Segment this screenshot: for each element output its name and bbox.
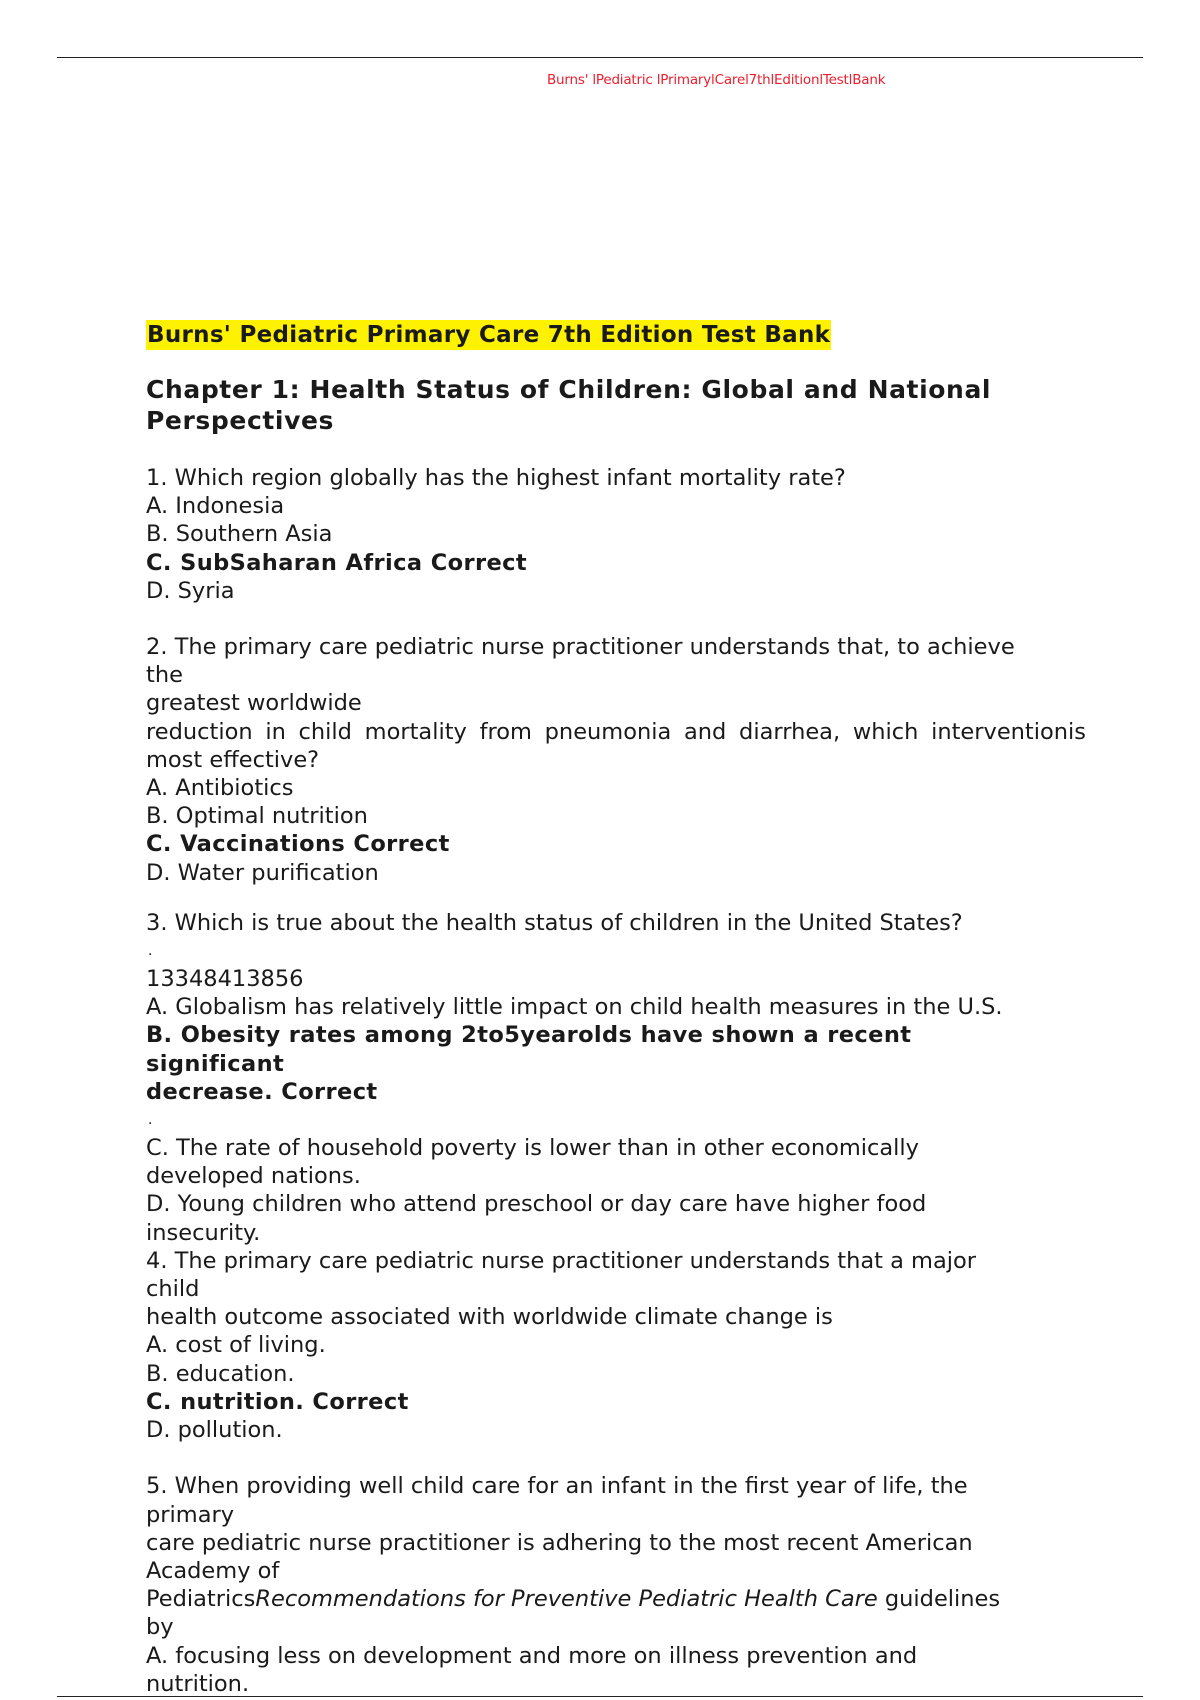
question-stem: Academy of <box>146 1557 280 1584</box>
answer-option: B. Optimal nutrition <box>146 803 368 830</box>
answer-option: A. Antibiotics <box>146 775 294 802</box>
correct-answer-option: C. SubSaharan Africa Correct <box>146 549 528 576</box>
question-stem <box>146 1585 1086 1613</box>
question-2 <box>146 633 1086 887</box>
chapter-heading <box>146 374 1086 436</box>
stray-dot: . <box>148 943 153 960</box>
question-3 <box>146 909 1086 1247</box>
answer-option: A. Globalism has relatively little impact on child health measures in the U.S. <box>146 994 1003 1021</box>
stem-text: Pediatrics <box>146 1586 256 1613</box>
question-stem: greatest worldwide <box>146 690 362 717</box>
question-stem: health outcome associated with worldwide climate change is <box>146 1304 833 1331</box>
question-stem: 3. Which is true about the health status of children in the United States? <box>146 909 963 936</box>
correct-answer-option: significant <box>146 1050 285 1077</box>
correct-answer-option: C. Vaccinations Correct <box>146 831 450 858</box>
top-rule <box>57 57 1143 58</box>
question-stem: by <box>146 1614 174 1641</box>
question-stem: 2. The primary care pediatric nurse practitioner understands that, to achieve <box>146 634 1015 661</box>
answer-option: D. pollution. <box>146 1417 283 1444</box>
question-stem: 4. The primary care pediatric nurse practitioner understands that a major <box>146 1247 977 1274</box>
correct-answer-option: C. nutrition. Correct <box>146 1388 409 1415</box>
document-body <box>146 320 1086 1698</box>
stem-text: guidelines <box>877 1586 1001 1613</box>
question-stem: 5. When providing well child care for an infant in the first year of life, the <box>146 1473 968 1500</box>
question-stem: reduction in child mortality from pneumonia and diarrhea, which interventionis <box>146 718 1086 745</box>
question-5 <box>146 1472 1086 1698</box>
running-header: Burns' lPediatric lPrimarylCarel7thlEditionlTestlBank <box>547 72 886 88</box>
answer-option: D. Water purification <box>146 859 379 886</box>
question-stem: care pediatric nurse practitioner is adhering to the most recent American <box>146 1529 973 1556</box>
question-stem: child <box>146 1276 200 1303</box>
question-stem: the <box>146 662 183 689</box>
chapter-heading-line2: Perspectives <box>146 406 335 435</box>
guideline-title: Recommendations for Preventive Pediatric Health Care <box>255 1586 878 1613</box>
question-4 <box>146 1247 1086 1444</box>
reference-code: 13348413856 <box>146 966 304 993</box>
question-stem: most effective? <box>146 746 320 773</box>
answer-option: D. Young children who attend preschool or day care have higher food <box>146 1191 927 1218</box>
answer-option: C. The rate of household poverty is lower than in other economically <box>146 1135 919 1162</box>
answer-option: insecurity. <box>146 1219 261 1246</box>
question-stem: 1. Which region globally has the highest infant mortality rate? <box>146 465 846 491</box>
answer-option: nutrition. <box>146 1670 250 1697</box>
chapter-heading-line1: Chapter 1: Health Status of Children: Global and National <box>146 375 992 404</box>
correct-answer-option: decrease. Correct <box>146 1078 378 1105</box>
answer-option: developed nations. <box>146 1163 361 1190</box>
answer-option: B. education. <box>146 1360 295 1387</box>
question-stem: primary <box>146 1501 235 1528</box>
answer-option: D. Syria <box>146 577 235 604</box>
bottom-rule <box>57 1696 1143 1697</box>
question-1 <box>146 464 1086 605</box>
correct-answer-option: B. Obesity rates among 2to5yearolds have shown a recent <box>146 1022 912 1049</box>
answer-option: A. cost of living. <box>146 1332 326 1359</box>
document-title: Burns' Pediatric Primary Care 7th Edition Test Bank <box>147 322 831 348</box>
stray-dot: . <box>148 1112 153 1129</box>
answer-option: A. Indonesia <box>146 493 285 520</box>
answer-option: A. focusing less on development and more on illness prevention and <box>146 1642 918 1669</box>
answer-option: B. Southern Asia <box>146 521 333 548</box>
